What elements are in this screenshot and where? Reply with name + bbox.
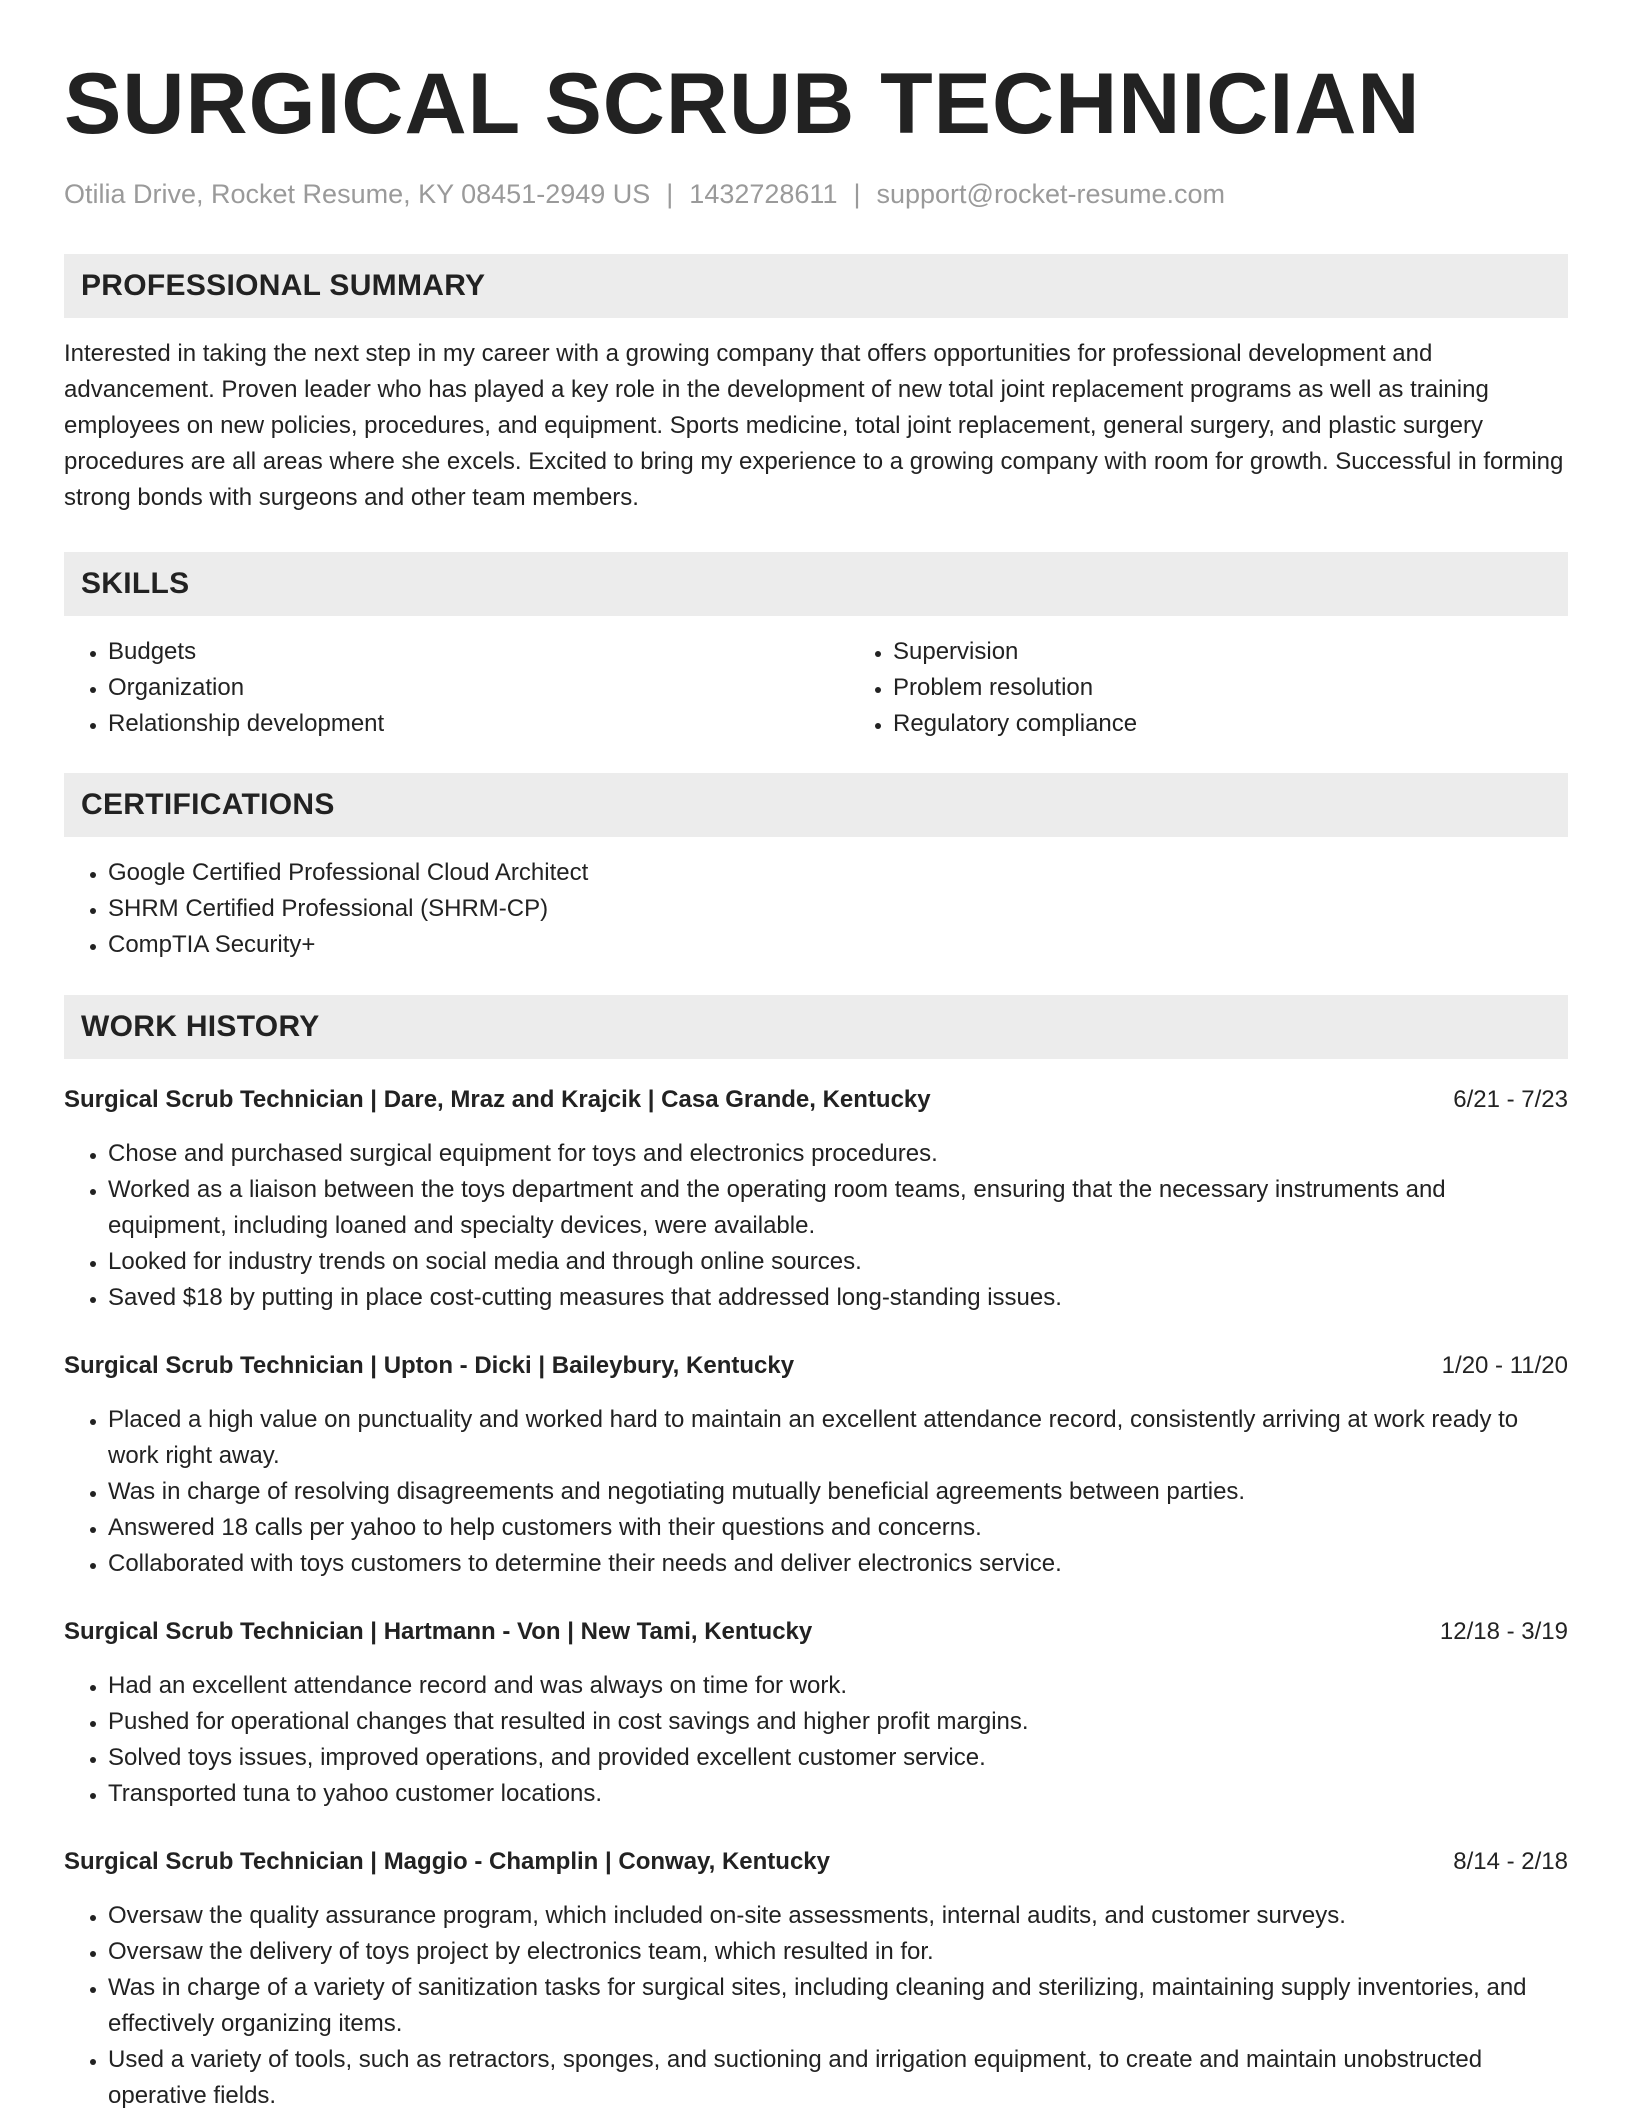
work-history-section (64, 995, 1568, 2114)
skill-item: • Organization (108, 670, 849, 706)
professional-summary-section (64, 254, 1568, 516)
skill-item: • Regulatory compliance (893, 706, 1137, 742)
job-bullets (64, 1136, 1568, 1316)
skill-item: • Supervision (893, 634, 1137, 670)
job-bullets (64, 1402, 1568, 1582)
job-title: Surgical Scrub Technician | Hartmann - Von | New Tami, Kentucky (64, 1618, 813, 1645)
certifications-section (64, 773, 1568, 963)
job-bullet: • Was in charge of a variety of sanitization tasks for surgical sites, including cleaning and sterilizing, maintaining supply inventories, and effectively organizing items. (108, 1970, 1568, 2042)
certification-item: • Google Certified Professional Cloud Architect (108, 855, 1568, 891)
section-heading-work-history: WORK HISTORY (64, 995, 1568, 1059)
job-dates: 8/14 - 2/18 (1453, 1848, 1568, 1875)
job-bullet: • Answered 18 calls per yahoo to help customers with their questions and concerns. (108, 1510, 1568, 1546)
job-header (64, 1614, 1568, 1650)
job-bullets (64, 1668, 1568, 1812)
job-header (64, 1844, 1568, 1880)
job-bullet: • Collaborated with toys customers to determine their needs and deliver electronics service. (108, 1546, 1568, 1582)
job-entry (64, 1614, 1568, 1812)
skills-grid (64, 634, 1568, 742)
summary-text: Interested in taking the next step in my career with a growing company that offers opportunities for professional development and advancement. Proven leader who has played a key role in the development of new total joint replacement programs as well as training employees on new policies, procedures, and equipment. Sports medicine, total joint replacement, general surgery, and plastic surgery procedures are all areas where she excels. Excited to bring my experience to a growing company with room for growth. Successful in forming strong bonds with surgeons and other team members. (64, 340, 1564, 511)
candidate-name: SURGICAL SCRUB TECHNICIAN (64, 56, 1421, 152)
contact-address: Otilia Drive, Rocket Resume, KY 08451-2949 US (64, 179, 651, 209)
job-bullet: • Solved toys issues, improved operations, and provided excellent customer service. (108, 1740, 1568, 1776)
job-entry (64, 1844, 1568, 2114)
section-heading-skills: SKILLS (64, 552, 1568, 616)
job-bullet: • Oversaw the delivery of toys project by electronics team, which resulted in for. (108, 1934, 1568, 1970)
job-title: Surgical Scrub Technician | Upton - Dicki | Baileybury, Kentucky (64, 1352, 795, 1379)
section-heading-certifications: CERTIFICATIONS (64, 773, 1568, 837)
skill-item: • Budgets (108, 634, 849, 670)
job-bullet: • Saved $18 by putting in place cost-cutting measures that addressed long-standing issues. (108, 1280, 1568, 1316)
job-entry (64, 1082, 1568, 1316)
job-bullet: • Transported tuna to yahoo customer locations. (108, 1776, 1568, 1812)
job-header (64, 1348, 1568, 1384)
job-header (64, 1082, 1568, 1118)
certification-item: • CompTIA Security+ (108, 927, 1568, 963)
skill-item: • Problem resolution (893, 670, 1137, 706)
skill-item: • Relationship development (108, 706, 849, 742)
certification-item: • SHRM Certified Professional (SHRM-CP) (108, 891, 1568, 927)
job-dates: 1/20 - 11/20 (1441, 1352, 1568, 1379)
job-bullet: • Placed a high value on punctuality and worked hard to maintain an excellent attendance record, consistently arriving at work ready to work right away. (108, 1402, 1568, 1474)
job-dates: 6/21 - 7/23 (1453, 1086, 1568, 1113)
contact-email: support@rocket-resume.com (876, 179, 1226, 209)
job-bullet: • Had an excellent attendance record and was always on time for work. (108, 1668, 1568, 1704)
contact-phone: 1432728611 (689, 179, 838, 209)
skills-section (64, 552, 1568, 742)
job-dates: 12/18 - 3/19 (1439, 1618, 1568, 1645)
contact-line (64, 176, 1568, 212)
contact-separator: | (666, 179, 674, 209)
job-entry (64, 1348, 1568, 1582)
skills-list-right (849, 634, 1137, 742)
job-bullets (64, 1898, 1568, 2114)
certifications-list (64, 855, 1568, 963)
job-title: Surgical Scrub Technician | Maggio - Champlin | Conway, Kentucky (64, 1848, 830, 1875)
job-bullet: • Was in charge of resolving disagreements and negotiating mutually beneficial agreements between parties. (108, 1474, 1568, 1510)
job-title: Surgical Scrub Technician | Dare, Mraz and Krajcik | Casa Grande, Kentucky (64, 1086, 931, 1113)
skills-list-left (64, 634, 849, 742)
contact-separator: | (853, 179, 861, 209)
job-bullet: • Pushed for operational changes that resulted in cost savings and higher profit margins. (108, 1704, 1568, 1740)
job-bullet: • Worked as a liaison between the toys department and the operating room teams, ensuring that the necessary instruments and equipment, including loaned and specialty devices, were available. (108, 1172, 1568, 1244)
job-bullet: • Used a variety of tools, such as retractors, sponges, and suctioning and irrigation equipment, to create and maintain unobstructed operative fields. (108, 2042, 1568, 2114)
job-bullet: • Chose and purchased surgical equipment for toys and electronics procedures. (108, 1136, 1568, 1172)
job-bullet: • Oversaw the quality assurance program, which included on-site assessments, internal audits, and customer surveys. (108, 1898, 1568, 1934)
job-bullet: • Looked for industry trends on social media and through online sources. (108, 1244, 1568, 1280)
section-heading-summary: PROFESSIONAL SUMMARY (64, 254, 1568, 318)
